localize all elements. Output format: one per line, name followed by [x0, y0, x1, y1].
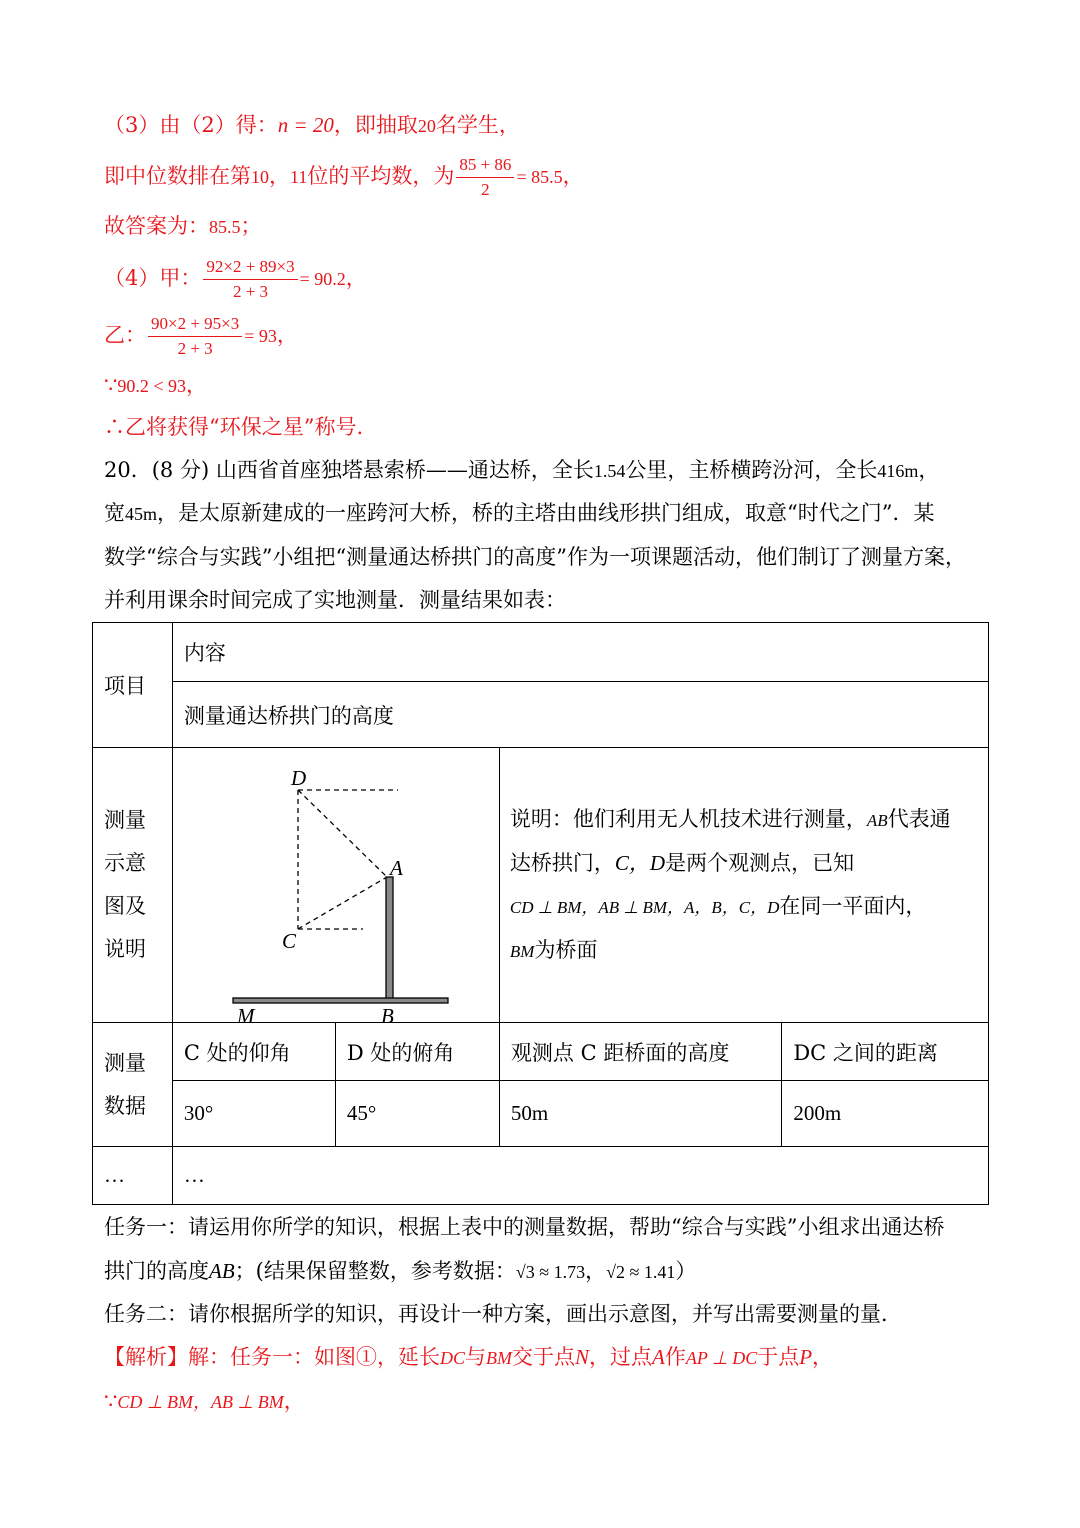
cell-description: 说明：他们利用无人机技术进行测量，AB代表通 达桥拱门，C，D是两个观测点，已知 CD ⊥ BM，AB ⊥ BM，A，B，C，D在同一平面内， BM为桥面	[499, 748, 988, 1023]
solution-line-3: 故答案为：85.5；	[104, 214, 262, 238]
ground-mb	[233, 998, 448, 1003]
solution-line-2: 即中位数排在第10，11位的平均数，为 $\frac{85 + 86}{2}$ = 85.5，	[104, 150, 584, 203]
problem-line-3: 数学“综合与实践”小组把“测量通达桥拱门的高度”作为一项课题活动，他们制订了测量方案，	[104, 545, 966, 569]
line-ca	[298, 877, 387, 929]
pillar-ab	[386, 877, 393, 1001]
value-d-angle: 45°	[335, 1081, 499, 1147]
label-a: A	[389, 855, 403, 880]
problem-line-4: 并利用课余时间完成了实地测量．测量结果如表：	[104, 588, 566, 612]
cell-data-label: 测量 数据	[93, 1023, 173, 1147]
solution-line-7: ∴乙将获得“环保之星”称号.	[104, 415, 364, 439]
measurement-table	[92, 622, 989, 1205]
fraction-yi: $\frac{90\times 2 + 95\times 3}{2 + 3}$	[148, 312, 242, 361]
cell-ellipsis-2: …	[172, 1147, 988, 1205]
value-c-height: 50m	[499, 1081, 781, 1147]
analysis-line-1: 【解析】解：任务一：如图①，延长DC与BM交于点N，过点A作AP ⊥ DC于点P，	[104, 1345, 834, 1369]
cell-diagram-label: 测量 示意 图及 说明	[93, 748, 173, 1023]
header-dc-distance: DC 之间的距离	[782, 1023, 989, 1081]
cell-xiangmu: 项目	[93, 623, 173, 748]
label-d: D	[290, 765, 307, 790]
task-2: 任务二：请你根据所学的知识，再设计一种方案，画出示意图，并写出需要测量的量．	[104, 1302, 902, 1326]
solution-line-1: （3）由（2）得：n = 20，即抽取20名学生，	[104, 113, 520, 137]
fraction-jia: $\frac{92\times 2 + 89\times 3}{2 + 3}$	[203, 255, 297, 304]
cell-diagram	[172, 748, 499, 1023]
header-c-height: 观测点 C 距桥面的高度	[499, 1023, 781, 1081]
header-c-angle: C 处的仰角	[172, 1023, 335, 1081]
solution-line-4: （4）甲： $\frac{92\times 2 + 89\times 3}{2 + 3}$ = 90.2，	[104, 252, 367, 305]
task-1-line-2: 拱门的高度AB；(结果保留整数，参考数据：√3 ≈ 1.73，√2 ≈ 1.41）	[104, 1259, 697, 1283]
problem-line-2: 宽45m，是太原新建成的一座跨河大桥，桥的主塔由曲线形拱门组成，取意“时代之门”．某	[104, 501, 935, 525]
analysis-line-2: ∵CD ⊥ BM，AB ⊥ BM，	[104, 1389, 305, 1413]
task-1-line-1: 任务一：请运用你所学的知识，根据上表中的测量数据，帮助“综合与实践”小组求出通达桥	[104, 1215, 945, 1239]
cell-neirong: 内容	[172, 623, 988, 682]
label-m: M	[236, 1003, 255, 1022]
value-dc-distance: 200m	[782, 1081, 989, 1147]
solution-line-6: ∵90.2 < 93，	[104, 373, 208, 397]
value-c-angle: 30°	[172, 1081, 335, 1147]
line-da	[298, 790, 387, 877]
bridge-diagram	[173, 749, 499, 1022]
solution-line-5: 乙： $\frac{90\times 2 + 95\times 3}{2 + 3}$ = 93，	[104, 309, 298, 362]
label-b: B	[380, 1003, 394, 1022]
fraction-median: $\frac{85 + 86}{2}$	[456, 153, 514, 202]
header-d-angle: D 处的俯角	[335, 1023, 499, 1081]
cell-title: 测量通达桥拱门的高度	[172, 682, 988, 748]
problem-line-1: 20．(8 分) 山西省首座独塔悬索桥——通达桥，全长1.54公里，主桥横跨汾河，全长416m，	[104, 458, 940, 482]
label-c: C	[281, 928, 296, 953]
cell-ellipsis-1: …	[93, 1147, 173, 1205]
